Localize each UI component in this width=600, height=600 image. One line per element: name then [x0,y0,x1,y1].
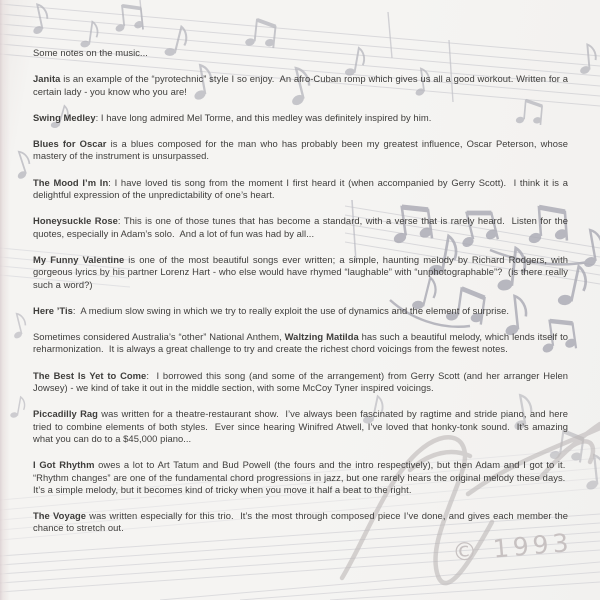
music-note-icon [112,4,144,34]
track-title: The Mood I’m In [33,176,109,188]
note-paragraph [33,112,568,124]
track-title: My Funny Valentine [33,253,125,265]
note-paragraph [33,73,568,98]
track-title: Waltzing Matilda [284,331,359,343]
copyright-mark: © 1993 [450,527,574,568]
track-title: I Got Rhythm [33,459,95,471]
paragraph-text: was written for a theatre-restaurant show. I’ve always been fascinated by ragtime and stride piano, and here tried to combine elements of both styles. Ever since hearing Winifred Atwell, I’ve loved that honky-tonk sound. It’s amazing what you can do to a $45,000 piano... [33,408,568,444]
note-paragraph [33,215,568,240]
liner-notes-text [33,47,568,549]
note-paragraph [33,408,568,445]
note-paragraph [33,459,568,496]
note-paragraph [33,510,568,535]
music-note-icon [9,396,26,421]
paragraph-text: is an example of the “pyrotechnic” style I so enjoy. An afro-Cuban romp which gives us all a good workout. Written for a certain lady - you know who you are! [33,73,568,97]
paragraph-text: : I have long admired Mel Torme, and this medley was definitely inspired by him. [95,111,432,123]
note-paragraph [33,177,568,202]
note-paragraph [33,138,568,163]
note-paragraph [33,370,568,395]
track-title: Piccadilly Rag [33,408,98,420]
track-title: Janita [33,73,61,85]
track-title: Blues for Oscar [33,138,107,150]
note-paragraph [33,331,568,356]
paragraph-text: is one of the most beautiful songs ever written; a simple, haunting melody by Richard Rodgers, with gorgeous lyrics by his partner Lorenz Hart - who else would have rhymed “laughable” with “unphotographable”? (is there really such a word?) [33,253,568,290]
track-title: Here ’Tis [33,304,73,316]
paragraph-text: : A medium slow swing in which we try to really exploit the use of dynamics and the element of surprise. [72,304,510,316]
paragraph-text: Sometimes considered Australia’s “other” National Anthem, [33,331,285,343]
music-note-icon [79,20,99,50]
note-paragraph [33,254,568,291]
paragraph-text: : This is one of those tunes that has become a standard, with a verse that is rarely heard. Listen for the quotes, especially in Adam’s solo. And a lot of fun was had by all... [33,215,568,239]
paragraph-text: is a blues composed for the man who has probably been my greatest influence, Oscar Peterson, whose mastery of the instrument is unsurpassed. [33,138,568,162]
music-note-icon [577,44,597,76]
scan-edge [0,0,10,600]
notes-paragraphs [33,73,568,534]
track-title: Swing Medley [33,111,96,123]
music-note-icon [244,19,278,50]
paragraph-text: has such a beautiful melody, which lends itself to reharmonization. It is always a great challenge to try and create the richest chord voicings from the fewest notes. [33,331,568,355]
paragraph-text: was written especially for this trio. It’s the most through composed piece I’ve done, and gives each member the chance to stretch out. [33,510,568,534]
paragraph-text: owes a lot to Art Tatum and Bud Powell (the fours and the intro respectively), but then Adam and I got to it. “Rhythm changes” are one of the fundamental chord progressions in jazz, but one rarely hears the original melody these days. It’s a simple melody, but it becomes kind of tricky when you move it half a beat to the right. [33,459,568,495]
note-paragraph [33,305,568,317]
paragraph-text: : I have loved tis song from the moment I first heard it (when accompanied by Gerry Scott). I think it is a delightful expression of the unpredictability of one’s heart. [33,176,568,201]
intro-line: Some notes on the music... [33,47,148,58]
music-note-icon [10,150,34,181]
track-title: The Voyage [33,510,87,522]
track-title: Honeysuckle Rose [33,215,118,227]
music-note-icon [8,312,28,340]
track-title: The Best Is Yet to Come [33,369,147,381]
paragraph-text: : I borrowed this song (and some of the arrangement) from Gerry Scott (and her arranger Helen Jowsey) - we kind of take it out in the middle section, with some McCoy Tyner inspired voicings. [33,369,568,394]
